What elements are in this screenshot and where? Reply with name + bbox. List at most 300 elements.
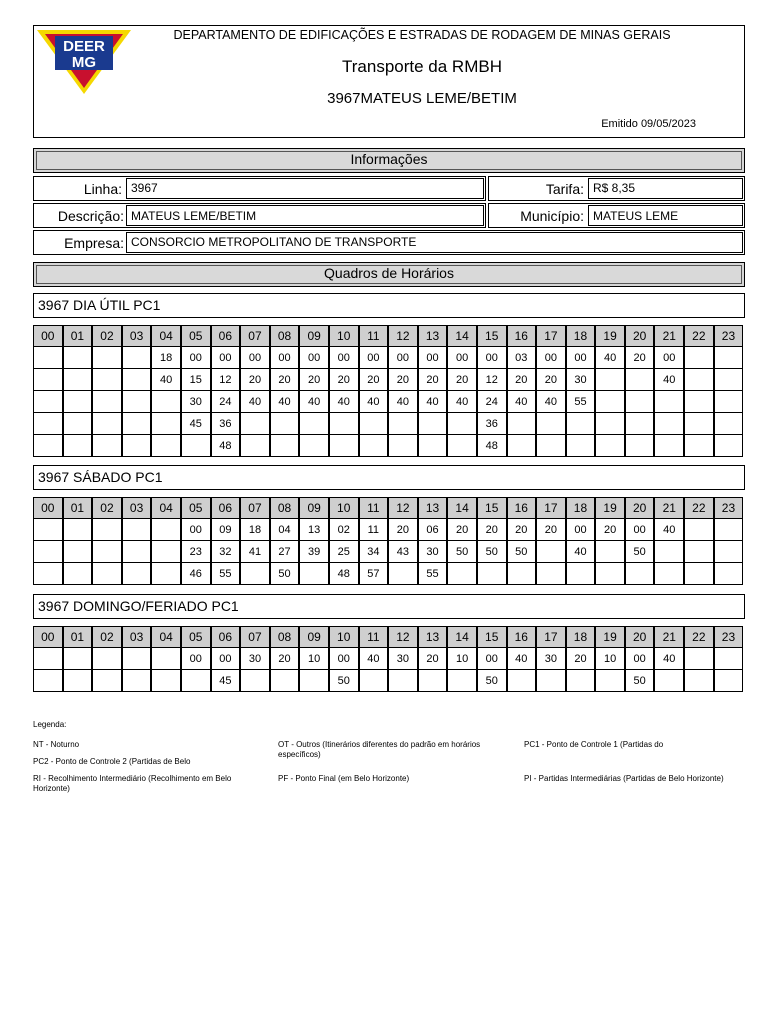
line-label: Linha: <box>83 181 122 197</box>
minute-value <box>125 438 149 454</box>
minute-cell <box>211 670 241 692</box>
minute-value <box>362 438 386 454</box>
minute-value: 20 <box>396 373 410 386</box>
minute-cell <box>418 541 448 563</box>
minute-cell <box>151 519 181 541</box>
minute-cell <box>654 541 684 563</box>
minute-cell <box>299 648 329 670</box>
minute-value <box>95 522 119 538</box>
minute-value <box>569 566 593 582</box>
minute-value <box>717 522 741 538</box>
schedule-section-bar <box>33 262 745 287</box>
minute-value <box>598 394 622 410</box>
minute-cell <box>63 670 93 692</box>
minute-value: 32 <box>219 545 232 558</box>
minute-value: 20 <box>485 523 498 536</box>
minute-cell <box>181 648 211 670</box>
sunday-table-title: 3967 DOMINGO/FERIADO PC1 <box>33 594 745 619</box>
minute-cell <box>595 541 625 563</box>
company-value: CONSORCIO METROPOLITANO DE TRANSPORTE <box>131 235 417 249</box>
minute-value <box>598 544 622 560</box>
minute-value <box>421 673 445 689</box>
minute-value: 20 <box>544 373 558 386</box>
minute-value <box>657 544 681 560</box>
minute-value: 40 <box>455 395 469 408</box>
line-value: 3967 <box>131 181 158 195</box>
minute-cell <box>63 391 93 413</box>
hour-header-cell: 20 <box>625 325 655 347</box>
minute-value <box>450 673 474 689</box>
minute-value <box>687 394 711 410</box>
hour-header-cell: 07 <box>240 325 270 347</box>
minute-value: 00 <box>633 652 646 665</box>
minute-value: 20 <box>544 523 558 536</box>
minute-value <box>125 651 149 667</box>
hour-header-cell: 15 <box>477 497 507 519</box>
minute-cell <box>359 391 389 413</box>
minute-value <box>717 673 741 689</box>
minute-value: 20 <box>455 373 469 386</box>
minute-cell <box>714 541 744 563</box>
hour-header-cell: 10 <box>329 325 359 347</box>
hour-header-cell: 10 <box>329 497 359 519</box>
minute-value <box>95 651 119 667</box>
minute-value: 00 <box>396 351 410 364</box>
minute-cell <box>447 413 477 435</box>
minute-value <box>510 416 534 432</box>
hour-header-cell: 00 <box>33 497 63 519</box>
minute-cell <box>477 563 507 585</box>
minute-value: 20 <box>515 373 528 386</box>
minute-cell <box>181 347 211 369</box>
minute-value: 02 <box>337 523 350 536</box>
minute-cell <box>299 369 329 391</box>
minute-cell <box>507 391 537 413</box>
minute-cell <box>714 519 744 541</box>
hour-header-cell: 23 <box>714 497 744 519</box>
minute-value: 04 <box>278 523 291 536</box>
minute-cell <box>63 519 93 541</box>
minute-value: 00 <box>219 351 232 364</box>
minute-cell <box>240 563 270 585</box>
minute-value: 20 <box>278 373 291 386</box>
minute-value <box>154 544 178 560</box>
minute-value: 40 <box>278 395 291 408</box>
minute-cell <box>625 369 655 391</box>
hour-header-cell: 04 <box>151 626 181 648</box>
hour-header-cell: 18 <box>566 626 596 648</box>
minute-cell <box>714 347 744 369</box>
minute-value: 50 <box>485 674 498 687</box>
minute-value: 00 <box>455 351 469 364</box>
hour-header-cell: 17 <box>536 497 566 519</box>
minute-cell <box>151 413 181 435</box>
weekday-schedule-table <box>33 325 743 457</box>
minute-value: 00 <box>219 652 232 665</box>
minute-value <box>717 350 741 366</box>
minute-value <box>598 566 622 582</box>
minute-value: 40 <box>663 523 676 536</box>
minute-cell <box>329 391 359 413</box>
minute-value: 45 <box>189 417 202 430</box>
minute-cell <box>151 347 181 369</box>
minute-cell <box>181 413 211 435</box>
minute-cell <box>270 391 300 413</box>
description-value: MATEUS LEME/BETIM <box>131 209 257 223</box>
minute-cell <box>270 369 300 391</box>
minute-cell <box>507 563 537 585</box>
minute-cell <box>151 670 181 692</box>
hour-header-cell: 01 <box>63 497 93 519</box>
minute-cell <box>418 670 448 692</box>
minute-cell <box>63 347 93 369</box>
minute-cell <box>33 670 63 692</box>
minute-cell <box>477 413 507 435</box>
minute-value: 06 <box>426 523 439 536</box>
hour-header-cell: 23 <box>714 626 744 648</box>
minute-value <box>36 350 60 366</box>
minute-value: 50 <box>278 567 291 580</box>
minute-cell <box>566 519 596 541</box>
minute-value: 55 <box>574 395 587 408</box>
minute-cell <box>684 519 714 541</box>
minute-cell <box>63 563 93 585</box>
minute-cell <box>388 391 418 413</box>
minute-value <box>184 673 208 689</box>
minute-cell <box>92 347 122 369</box>
minute-cell <box>92 563 122 585</box>
minute-value: 48 <box>337 567 350 580</box>
minute-cell <box>625 347 655 369</box>
hour-header-cell: 06 <box>211 626 241 648</box>
minute-cell <box>211 369 241 391</box>
minute-value <box>598 438 622 454</box>
minute-value: 00 <box>337 351 350 364</box>
minute-cell <box>33 369 63 391</box>
minute-cell <box>359 563 389 585</box>
sunday-schedule-table <box>33 626 743 692</box>
minute-cell <box>211 435 241 457</box>
hour-header-row <box>33 497 743 519</box>
minute-value: 50 <box>485 545 498 558</box>
legend-item-nt: NT - Noturno <box>33 740 80 749</box>
minute-value <box>95 673 119 689</box>
minute-cell <box>625 519 655 541</box>
minute-value <box>687 566 711 582</box>
minute-value <box>36 394 60 410</box>
minute-value <box>687 438 711 454</box>
minute-value: 00 <box>663 351 676 364</box>
minute-cell <box>329 369 359 391</box>
minute-cell <box>507 369 537 391</box>
minute-value: 40 <box>160 373 173 386</box>
minute-value <box>125 350 149 366</box>
minute-value: 40 <box>367 395 380 408</box>
hour-header-cell: 02 <box>92 325 122 347</box>
hour-header-cell: 17 <box>536 626 566 648</box>
minute-cell <box>654 519 684 541</box>
hour-header-cell: 19 <box>595 626 625 648</box>
minute-cell <box>595 519 625 541</box>
minute-value <box>66 350 90 366</box>
minute-value: 40 <box>574 545 587 558</box>
minute-value <box>243 416 267 432</box>
schedule-row <box>33 413 743 435</box>
hour-header-cell: 22 <box>684 626 714 648</box>
minute-value <box>332 416 356 432</box>
minute-value <box>687 673 711 689</box>
minute-value: 20 <box>248 373 262 386</box>
hour-header-cell: 02 <box>92 626 122 648</box>
minute-cell <box>211 541 241 563</box>
minute-cell <box>240 519 270 541</box>
legend-title: Legenda: <box>33 720 67 729</box>
minute-value <box>569 416 593 432</box>
minute-cell <box>477 391 507 413</box>
minute-cell <box>33 563 63 585</box>
minute-value <box>628 372 652 388</box>
saturday-schedule-table <box>33 497 743 585</box>
minute-value <box>717 566 741 582</box>
minute-value <box>628 566 652 582</box>
minute-cell <box>122 648 152 670</box>
minute-value <box>628 438 652 454</box>
deer-mg-logo <box>37 28 131 96</box>
hour-header-cell: 23 <box>714 325 744 347</box>
minute-cell <box>447 369 477 391</box>
minute-value <box>273 438 297 454</box>
minute-value <box>125 394 149 410</box>
line-value-box <box>126 178 484 199</box>
minute-cell <box>329 670 359 692</box>
minute-cell <box>595 670 625 692</box>
minute-value <box>687 544 711 560</box>
minute-value <box>154 522 178 538</box>
minute-value <box>510 566 534 582</box>
minute-cell <box>625 541 655 563</box>
minute-value <box>36 438 60 454</box>
minute-value <box>66 651 90 667</box>
minute-cell <box>595 563 625 585</box>
minute-value: 20 <box>278 652 291 665</box>
minute-cell <box>33 519 63 541</box>
hour-header-cell: 11 <box>359 497 389 519</box>
minute-value <box>36 673 60 689</box>
minute-cell <box>684 541 714 563</box>
issued-date: Emitido 09/05/2023 <box>601 118 696 130</box>
minute-cell <box>33 648 63 670</box>
minute-cell <box>388 435 418 457</box>
minute-cell <box>447 670 477 692</box>
minute-cell <box>507 670 537 692</box>
hour-header-cell: 03 <box>122 626 152 648</box>
minute-value: 10 <box>603 652 617 665</box>
minute-cell <box>536 670 566 692</box>
minute-value <box>687 522 711 538</box>
minute-cell <box>477 541 507 563</box>
info-section-bar <box>33 148 745 173</box>
minute-value <box>36 416 60 432</box>
minute-cell <box>477 435 507 457</box>
minute-cell <box>388 670 418 692</box>
minute-value: 40 <box>663 652 676 665</box>
minute-cell <box>33 541 63 563</box>
hour-header-cell: 09 <box>299 325 329 347</box>
minute-value: 30 <box>396 652 410 665</box>
minute-cell <box>270 670 300 692</box>
minute-cell <box>299 541 329 563</box>
minute-cell <box>388 648 418 670</box>
minute-cell <box>122 369 152 391</box>
minute-cell <box>240 391 270 413</box>
minute-value: 10 <box>308 652 321 665</box>
hour-header-cell: 20 <box>625 497 655 519</box>
minute-cell <box>240 648 270 670</box>
hour-header-cell: 19 <box>595 325 625 347</box>
minute-cell <box>33 391 63 413</box>
minute-cell <box>477 369 507 391</box>
minute-value <box>125 372 149 388</box>
minute-cell <box>714 670 744 692</box>
hour-header-cell: 18 <box>566 497 596 519</box>
minute-cell <box>684 413 714 435</box>
minute-cell <box>566 563 596 585</box>
hour-header-cell: 21 <box>654 497 684 519</box>
minute-value <box>125 522 149 538</box>
minute-cell <box>329 541 359 563</box>
department-name: DEPARTAMENTO DE EDIFICAÇÕES E ESTRADAS DE RODAGEM DE MINAS GERAIS <box>173 28 671 42</box>
minute-value: 00 <box>633 523 646 536</box>
minute-value: 50 <box>633 545 646 558</box>
minute-value <box>657 438 681 454</box>
legend-item-pc1: PC1 - Ponto de Controle 1 (Partidas do <box>524 740 664 749</box>
minute-cell <box>299 670 329 692</box>
hour-header-cell: 14 <box>447 626 477 648</box>
minute-cell <box>329 648 359 670</box>
minute-cell <box>714 435 744 457</box>
hour-header-cell: 08 <box>270 626 300 648</box>
minute-cell <box>684 670 714 692</box>
legend-item-pi: PI - Partidas Intermediárias (Partidas de Belo Horizonte) <box>524 774 724 783</box>
hour-header-cell: 07 <box>240 626 270 648</box>
hour-header-cell: 11 <box>359 325 389 347</box>
minute-cell <box>122 541 152 563</box>
minute-cell <box>240 541 270 563</box>
minute-cell <box>211 563 241 585</box>
minute-cell <box>92 670 122 692</box>
minute-value <box>598 372 622 388</box>
legend-item-pf: PF - Ponto Final (em Belo Horizonte) <box>278 774 410 783</box>
minute-cell <box>536 648 566 670</box>
schedule-row <box>33 519 743 541</box>
minute-value: 00 <box>485 652 498 665</box>
minute-value <box>539 438 563 454</box>
minute-value: 40 <box>603 351 617 364</box>
minute-cell <box>299 413 329 435</box>
minute-cell <box>654 391 684 413</box>
minute-cell <box>654 369 684 391</box>
minute-value <box>302 438 326 454</box>
hour-header-cell: 13 <box>418 497 448 519</box>
minute-value: 50 <box>515 545 528 558</box>
minute-cell <box>684 369 714 391</box>
minute-cell <box>181 670 211 692</box>
minute-cell <box>299 347 329 369</box>
minute-value <box>569 438 593 454</box>
minute-cell <box>211 413 241 435</box>
minute-value: 20 <box>455 523 469 536</box>
minute-value <box>539 544 563 560</box>
minute-cell <box>447 347 477 369</box>
minute-value: 40 <box>367 652 380 665</box>
minute-cell <box>654 648 684 670</box>
minute-cell <box>92 648 122 670</box>
minute-value: 00 <box>189 523 202 536</box>
minute-cell <box>151 648 181 670</box>
minute-value: 20 <box>426 373 439 386</box>
schedule-row <box>33 347 743 369</box>
minute-cell <box>329 563 359 585</box>
minute-value: 20 <box>515 523 528 536</box>
minute-cell <box>654 435 684 457</box>
svg-text:DEER: DEER <box>63 38 105 55</box>
weekday-table-title: 3967 DIA ÚTIL PC1 <box>33 293 745 318</box>
minute-value <box>687 350 711 366</box>
minute-value: 40 <box>248 395 262 408</box>
minute-value: 00 <box>248 351 262 364</box>
minute-value: 00 <box>426 351 439 364</box>
minute-value: 24 <box>219 395 232 408</box>
minute-cell <box>595 413 625 435</box>
minute-cell <box>63 541 93 563</box>
minute-value <box>421 438 445 454</box>
minute-value: 00 <box>574 523 587 536</box>
saturday-table-title: 3967 SÁBADO PC1 <box>33 465 745 490</box>
minute-cell <box>684 347 714 369</box>
minute-cell <box>240 670 270 692</box>
minute-value <box>125 416 149 432</box>
minute-value: 36 <box>485 417 498 430</box>
minute-value: 43 <box>396 545 410 558</box>
minute-cell <box>536 369 566 391</box>
minute-cell <box>625 435 655 457</box>
minute-value <box>273 673 297 689</box>
minute-value <box>362 416 386 432</box>
minute-value: 40 <box>544 395 558 408</box>
minute-cell <box>714 369 744 391</box>
minute-value: 40 <box>515 652 528 665</box>
minute-value <box>66 438 90 454</box>
minute-cell <box>33 347 63 369</box>
minute-value: 20 <box>396 523 410 536</box>
minute-value <box>302 566 326 582</box>
minute-value <box>66 566 90 582</box>
hour-header-cell: 16 <box>507 497 537 519</box>
minute-cell <box>388 519 418 541</box>
municipality-label: Município: <box>520 208 584 224</box>
minute-value <box>154 673 178 689</box>
minute-value <box>95 394 119 410</box>
hour-header-cell: 04 <box>151 497 181 519</box>
minute-cell <box>270 435 300 457</box>
minute-cell <box>63 369 93 391</box>
minute-cell <box>536 413 566 435</box>
minute-value: 46 <box>189 567 202 580</box>
fare-label: Tarifa: <box>545 181 584 197</box>
hour-header-cell: 10 <box>329 626 359 648</box>
minute-cell <box>684 648 714 670</box>
minute-value: 11 <box>367 523 380 536</box>
